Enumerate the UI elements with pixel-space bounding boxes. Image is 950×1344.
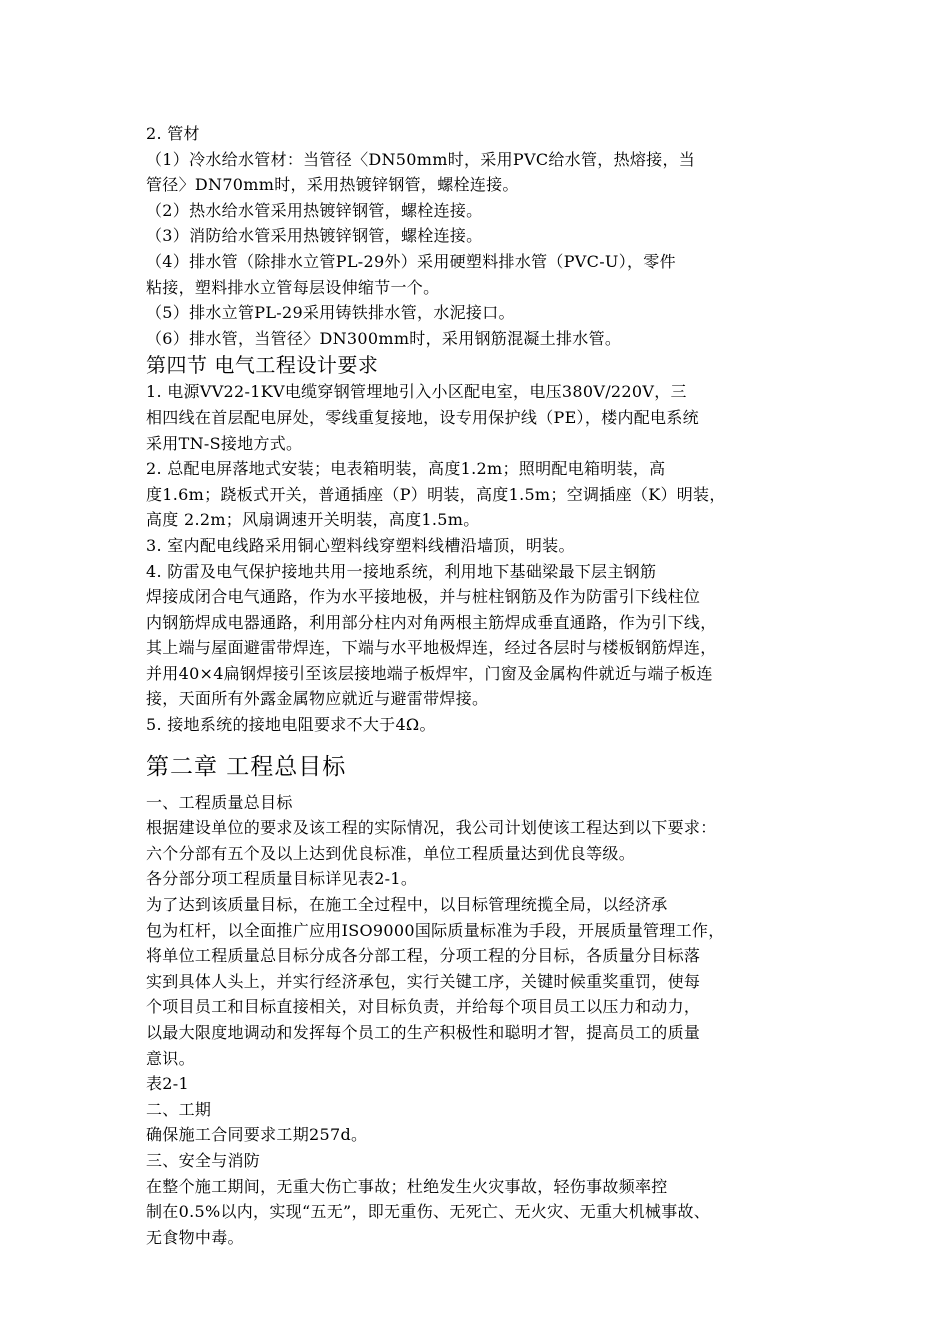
electrical-line: 度1.6m；跷板式开关，普通插座（P）明装，高度1.5m；空调插座（K）明装， [146, 484, 726, 504]
electrical-line: 其上端与屋面避雷带焊连，下端与水平地极焊连，经过各层时与楼板钢筋焊连， [146, 638, 717, 658]
chapter-line: 个项目员工和目标直接相关，对目标负责，并给每个项目员工以压力和动力， [146, 997, 701, 1017]
electrical-line: 接，天面所有外露金属物应就近与避雷带焊接。 [146, 689, 489, 709]
chapter-line: 以最大限度地调动和发挥每个员工的生产积极性和聪明才智，提高员工的质量 [146, 1023, 701, 1042]
chapter-line: 在整个施工期间，无重大伤亡事故；杜绝发生火灾事故，轻伤事故频率控 [146, 1176, 668, 1196]
chapter-line: 根据建设单位的要求及该工程的实际情况，我公司计划使该工程达到以下要求： [146, 818, 717, 838]
chapter-line: 将单位工程质量总目标分成各分部工程，分项工程的分目标，各质量分目标落 [146, 946, 701, 966]
chapter-line: 制在0.5%以内，实现“五无”，即无重伤、无死亡、无火灾、无重大机械事故、 [146, 1202, 711, 1222]
chapter-line: 各分部分项工程质量目标详见表2-1。 [146, 869, 418, 889]
pipes-line: （2）热水给水管采用热镀锌钢管，螺栓连接。 [146, 200, 483, 220]
chapter-line: 无食物中毒。 [146, 1227, 244, 1247]
electrical-line: 5. 接地系统的接地电阻要求不大于4Ω。 [146, 715, 436, 735]
pipes-line: （3）消防给水管采用热镀锌钢管，螺栓连接。 [146, 226, 483, 246]
chapter-line: 意识。 [146, 1048, 195, 1068]
subheading-safety: 三、安全与消防 [146, 1150, 261, 1170]
table-reference: 表2-1 [146, 1074, 189, 1094]
pipes-heading: 2. 管材 [146, 124, 200, 143]
section-pipes [146, 121, 816, 351]
electrical-line: 内钢筋焊成电器通路，利用部分柱内对角两根主筋焊成垂直通路，作为引下线， [146, 612, 717, 632]
chapter-line: 确保施工合同要求工期257d。 [146, 1125, 368, 1145]
pipes-line: （4）排水管（除排水立管PL-29外）采用硬塑料排水管（PVC-U），零件 [146, 251, 676, 271]
pipes-line: 粘接，塑料排水立管每层设伸缩节一个。 [146, 277, 440, 297]
pipes-line: （6）排水管，当管径〉DN300mm时，采用钢筋混凝土排水管。 [146, 328, 622, 348]
chapter-line: 包为杠杆，以全面推广应用ISO9000国际质量标准为手段，开展质量管理工作， [146, 920, 725, 940]
chapter-two [146, 750, 816, 1251]
electrical-line: 3. 室内配电线路采用铜心塑料线穿塑料线槽沿墙顶，明装。 [146, 535, 575, 555]
section-heading: 第四节 电气工程设计要求 [146, 353, 379, 378]
chapter-line: 实到具体人头上，并实行经济承包，实行关键工序，关键时候重奖重罚，使每 [146, 971, 701, 991]
subheading-quality: 一、工程质量总目标 [146, 792, 293, 812]
electrical-line: 4. 防雷及电气保护接地共用一接地系统，利用地下基础梁最下层主钢筋 [146, 561, 657, 581]
subheading-schedule: 二、工期 [146, 1099, 212, 1119]
pipes-line: 管径〉DN70mm时，采用热镀锌钢管，螺栓连接。 [146, 175, 519, 195]
electrical-line: 并用40×4扁钢焊接引至该层接地端子板焊牢，门窗及金属构件就近与端子板连 [146, 663, 713, 683]
section-electrical [146, 351, 816, 737]
electrical-line: 采用TN-S接地方式。 [146, 433, 303, 453]
electrical-line: 2. 总配电屏落地式安装；电表箱明装，高度1.2m；照明配电箱明装，高 [146, 459, 666, 479]
chapter-line: 六个分部有五个及以上达到优良标准，单位工程质量达到优良等级。 [146, 843, 636, 863]
electrical-line: 高度 2.2m；风扇调速开关明装，高度1.5m。 [146, 510, 480, 530]
electrical-line: 相四线在首层配电屏处，零线重复接地，设专用保护线（PE），楼内配电系统 [146, 407, 699, 427]
chapter-line: 为了达到该质量目标，在施工全过程中，以目标管理统揽全局，以经济承 [146, 895, 668, 915]
electrical-line: 1. 电源VV22-1KV电缆穿钢管埋地引入小区配电室，电压380V/220V，三 [146, 382, 687, 402]
document-page [146, 121, 816, 1250]
chapter-heading: 第二章 工程总目标 [146, 753, 347, 780]
electrical-line: 焊接成闭合电气通路，作为水平接地极，并与桩柱钢筋及作为防雷引下线柱位 [146, 587, 701, 607]
pipes-line: （1）冷水给水管材：当管径〈DN50mm时，采用PVC给水管，热熔接，当 [146, 149, 696, 169]
pipes-line: （5）排水立管PL-29采用铸铁排水管，水泥接口。 [146, 303, 515, 323]
